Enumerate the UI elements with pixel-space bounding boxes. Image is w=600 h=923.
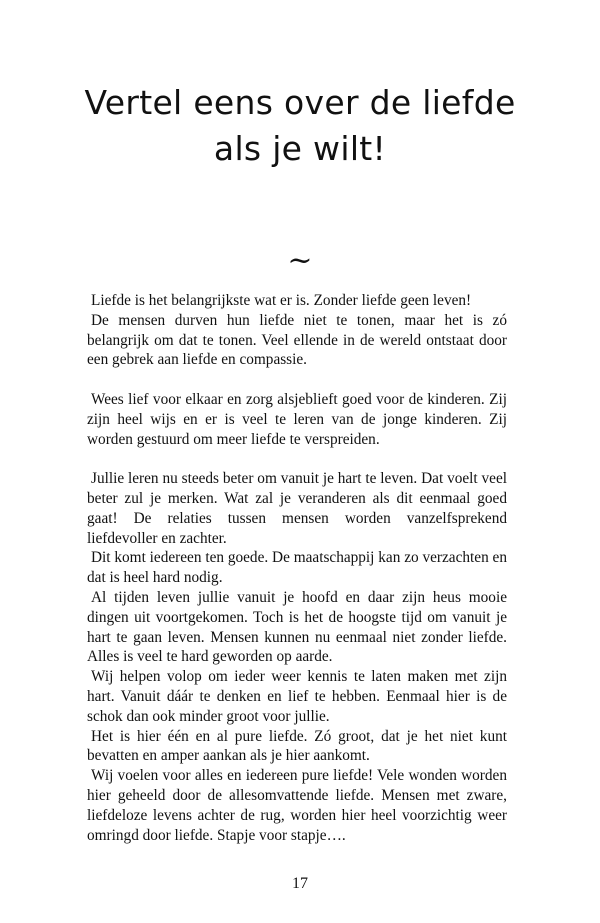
chapter-title-line-1: Vertel eens over de liefde — [84, 83, 516, 122]
paragraph-4: Jullie leren nu steeds beter om vanuit je hart te leven. Dat voelt veel beter zul je merken. Wat zal je veranderen als dit eenmaal goed gaat! De relaties tussen mensen worden vanzelfsprekend liefdevoller en zachter. — [87, 470, 507, 547]
chapter-title-line-2: als je wilt! — [213, 129, 387, 168]
paragraph-1: Liefde is het belangrijkste wat er is. Zonder liefde geen leven! — [91, 292, 472, 309]
paragraph-2: De mensen durven hun liefde niet te tonen, maar het is zó belangrijk om dat te tonen. Veel ellende in de wereld ontstaat door een gebrek aan liefde en compassie. — [87, 311, 507, 369]
paragraph-5: Dit komt iedereen ten goede. De maatschappij kan zo verzachten en dat is heel hard nodig. — [87, 549, 507, 587]
paragraph-6: Al tijden leven jullie vanuit je hoofd en daar zijn heus mooie dingen uit voortgekomen. Toch is het de hoogste tijd om vanuit je hart te gaan leven. Mensen kunnen nu eenmaal niet zonder liefde. Alles is veel te hard geworden op aarde. — [87, 588, 507, 666]
paragraph-9: Wij voelen voor alles en iedereen pure liefde! Vele wonden worden hier geheeld door de allesomvattende liefde. Mensen met zware, liefdeloze levens achter de rug, worden hier heel voorzichtig weer omringd door liefde. Stapje voor stapje…. — [87, 767, 507, 844]
page-number: 17 — [292, 875, 308, 892]
chapter-title — [0, 80, 600, 172]
paragraph-3: Wees lief voor elkaar en zorg alsjeblieft goed voor de kinderen. Zij zijn heel wijs en er is veel te leren van de jonge kinderen. Zij worden gestuurd om meer liefde te verspreiden. — [87, 390, 507, 448]
chapter-body — [87, 291, 507, 845]
paragraph-8: Het is hier één en al pure liefde. Zó groot, dat je het niet kunt bevatten en amper aankan als je hier aankomt. — [87, 727, 507, 765]
paragraph-7: Wij helpen volop om ieder weer kennis te laten maken met zijn hart. Vanuit dáár te denken en lief te hebben. Eenmaal hier is de schok dan ook minder groot voor jullie. — [87, 668, 507, 725]
tilde-ornament: ~ — [287, 243, 313, 278]
